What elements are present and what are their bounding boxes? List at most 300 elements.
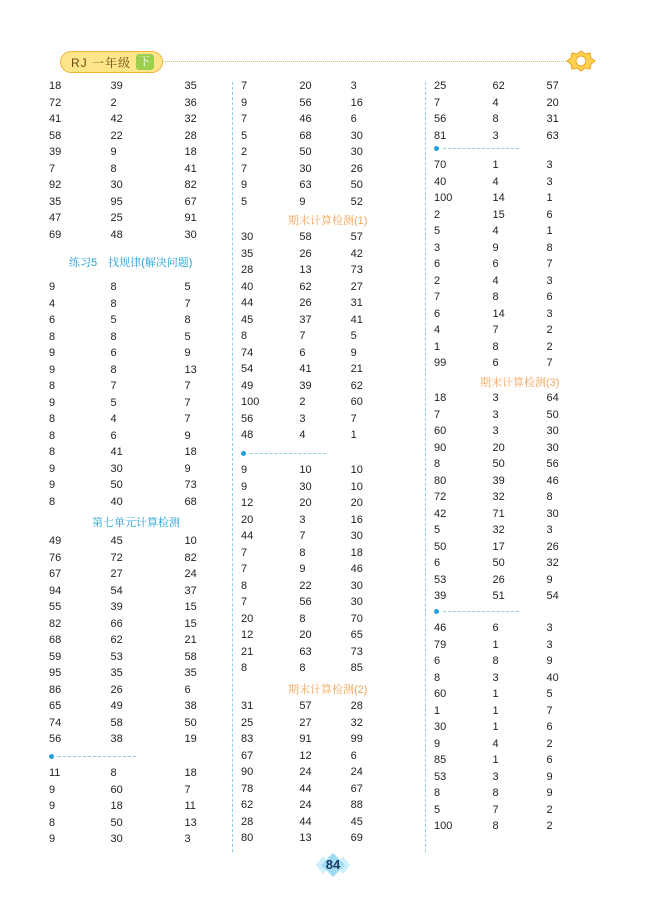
- separator-dash: [443, 611, 519, 612]
- number-cell: 13: [184, 363, 197, 376]
- number-row: [241, 95, 386, 112]
- number-cell: 65: [49, 700, 62, 712]
- number-cell: 95: [110, 195, 123, 208]
- number-row: [49, 682, 219, 699]
- number-row: [241, 748, 386, 765]
- number-cell: 22: [110, 129, 123, 142]
- number-cell: 90: [434, 441, 447, 454]
- number-cell: 3: [299, 412, 306, 425]
- number-cell: 3: [492, 770, 499, 783]
- number-cell: 1: [492, 688, 499, 700]
- number-cell: 7: [241, 162, 248, 175]
- grade-badge-text: RJ 一年级: [71, 55, 132, 70]
- number-row: [241, 427, 386, 444]
- number-cell: 32: [492, 524, 505, 536]
- number-cell: 57: [299, 700, 312, 712]
- number-cell: 5: [546, 688, 553, 700]
- number-row: [241, 229, 386, 246]
- number-cell: 60: [434, 688, 447, 700]
- number-row: [49, 329, 219, 346]
- number-cell: 1: [492, 754, 499, 766]
- number-cell: 36: [184, 96, 197, 109]
- number-cell: 74: [49, 716, 62, 729]
- number-cell: 5: [184, 330, 191, 343]
- number-cell: 6: [434, 557, 441, 569]
- number-row: [434, 440, 582, 457]
- number-cell: 30: [299, 480, 312, 493]
- number-row: [49, 411, 219, 428]
- number-cell: 69: [350, 832, 363, 844]
- number-row: [241, 715, 386, 732]
- number-row: [434, 473, 582, 490]
- number-cell: 15: [184, 617, 197, 630]
- number-row: [434, 390, 582, 407]
- number-cell: 8: [110, 330, 117, 343]
- number-cell: 67: [350, 782, 363, 795]
- number-cell: 4: [492, 274, 499, 287]
- number-cell: 71: [492, 507, 505, 520]
- number-row: [49, 428, 219, 445]
- number-row: [434, 289, 582, 306]
- number-row: [49, 798, 219, 815]
- number-row: [241, 312, 386, 329]
- col1-block4: [49, 765, 219, 848]
- col3-block3: [434, 390, 582, 605]
- number-cell: 62: [350, 379, 363, 392]
- number-cell: 8: [49, 413, 56, 425]
- number-cell: 5: [434, 524, 441, 536]
- number-cell: 16: [350, 96, 363, 109]
- number-cell: 2: [546, 340, 553, 353]
- number-cell: 7: [546, 704, 553, 717]
- number-cell: 9: [49, 479, 56, 491]
- number-row: [241, 394, 386, 411]
- col1-separator: [49, 754, 139, 760]
- number-cell: 26: [299, 297, 312, 309]
- number-cell: 35: [184, 667, 197, 679]
- number-cell: 74: [241, 346, 254, 359]
- page-number: 84: [325, 857, 341, 872]
- separator-dot: [49, 754, 54, 759]
- separator-dot: [241, 451, 246, 456]
- number-cell: 67: [184, 195, 197, 208]
- number-cell: 67: [49, 568, 62, 580]
- number-cell: 7: [241, 596, 248, 608]
- number-cell: 39: [110, 601, 123, 613]
- number-cell: 7: [350, 412, 357, 425]
- column-divider-right: [425, 82, 426, 852]
- number-row: [241, 194, 386, 211]
- number-row: [241, 246, 386, 263]
- number-cell: 6: [492, 357, 499, 369]
- section-title-final-check-3: 期末计算检测(3): [480, 377, 560, 389]
- medal-icon: [566, 50, 596, 72]
- number-cell: 3: [184, 833, 191, 845]
- number-cell: 60: [350, 396, 363, 408]
- number-cell: 6: [110, 429, 117, 442]
- page-number-badge: [310, 852, 356, 878]
- number-row: [49, 378, 219, 395]
- number-cell: 9: [184, 429, 191, 442]
- number-cell: 9: [49, 783, 56, 796]
- number-cell: 1: [434, 704, 441, 717]
- number-cell: 100: [434, 820, 453, 832]
- number-cell: 63: [299, 179, 312, 191]
- number-cell: 7: [434, 291, 441, 303]
- number-row: [49, 533, 219, 550]
- number-cell: 21: [184, 634, 197, 646]
- number-row: [241, 328, 386, 345]
- number-cell: 13: [184, 816, 197, 829]
- number-cell: 35: [110, 667, 123, 679]
- number-cell: 55: [49, 601, 62, 613]
- number-cell: 8: [434, 458, 441, 470]
- number-cell: 62: [299, 280, 312, 293]
- number-cell: 80: [434, 474, 447, 487]
- number-cell: 62: [492, 80, 505, 92]
- number-cell: 4: [110, 413, 117, 425]
- number-cell: 18: [350, 546, 363, 559]
- number-row: [241, 411, 386, 428]
- number-cell: 8: [49, 429, 56, 442]
- number-cell: 27: [350, 280, 363, 293]
- number-row: [241, 279, 386, 296]
- number-cell: 53: [110, 650, 123, 663]
- number-cell: 62: [110, 634, 123, 646]
- number-cell: 1: [492, 638, 499, 651]
- number-cell: 8: [110, 363, 117, 376]
- number-cell: 30: [546, 507, 559, 520]
- number-cell: 44: [299, 815, 312, 828]
- number-cell: 57: [546, 80, 559, 92]
- number-cell: 20: [492, 441, 505, 454]
- number-row: [241, 561, 386, 578]
- number-cell: 73: [350, 645, 363, 658]
- number-cell: 7: [241, 80, 248, 92]
- number-cell: 31: [350, 297, 363, 309]
- number-cell: 7: [299, 330, 306, 342]
- number-cell: 30: [110, 462, 123, 475]
- number-cell: 8: [241, 662, 248, 674]
- number-row: [434, 506, 582, 523]
- number-row: [241, 512, 386, 529]
- number-row: [49, 128, 219, 145]
- number-cell: 56: [49, 733, 62, 745]
- number-cell: 78: [241, 782, 254, 795]
- separator-dash: [250, 453, 326, 454]
- number-cell: 13: [299, 264, 312, 276]
- number-row: [241, 545, 386, 562]
- number-row: [241, 345, 386, 362]
- number-cell: 83: [241, 733, 254, 745]
- number-cell: 30: [241, 231, 254, 243]
- number-cell: 30: [110, 179, 123, 191]
- number-cell: 46: [350, 563, 363, 575]
- number-cell: 85: [434, 754, 447, 766]
- number-cell: 8: [241, 330, 248, 342]
- number-cell: 59: [49, 650, 62, 663]
- number-row: [49, 731, 219, 748]
- number-cell: 35: [49, 195, 62, 208]
- number-cell: 6: [110, 347, 117, 359]
- number-cell: 10: [184, 535, 197, 547]
- number-cell: 27: [110, 568, 123, 580]
- number-cell: 7: [184, 783, 191, 796]
- number-cell: 47: [49, 212, 62, 224]
- number-cell: 30: [434, 721, 447, 733]
- number-row: [49, 583, 219, 600]
- number-cell: 9: [492, 241, 499, 254]
- grade-badge: [60, 51, 163, 73]
- number-row: [49, 616, 219, 633]
- separator-dash: [58, 756, 136, 757]
- number-row: [434, 703, 582, 720]
- number-cell: 8: [492, 291, 499, 303]
- number-row: [434, 785, 582, 802]
- number-cell: 2: [434, 208, 441, 221]
- number-cell: 51: [492, 590, 505, 602]
- number-cell: 54: [546, 590, 559, 602]
- number-cell: 6: [492, 622, 499, 634]
- number-row: [49, 715, 219, 732]
- number-cell: 3: [492, 129, 499, 142]
- number-cell: 40: [110, 495, 123, 508]
- section-title-unit7-check: 第七单元计算检测: [92, 517, 180, 529]
- col1-block3: [49, 533, 219, 748]
- number-cell: 7: [241, 546, 248, 559]
- number-cell: 38: [110, 733, 123, 745]
- number-row: [241, 262, 386, 279]
- number-cell: 44: [241, 530, 254, 542]
- number-cell: 18: [184, 446, 197, 458]
- number-cell: 20: [299, 629, 312, 641]
- number-cell: 25: [110, 212, 123, 224]
- number-cell: 8: [492, 820, 499, 832]
- number-cell: 8: [299, 662, 306, 674]
- number-cell: 73: [184, 479, 197, 491]
- number-row: [49, 177, 219, 194]
- number-row: [434, 670, 582, 687]
- number-cell: 30: [546, 441, 559, 454]
- number-cell: 79: [434, 638, 447, 651]
- number-cell: 24: [299, 766, 312, 778]
- number-cell: 6: [546, 208, 553, 221]
- number-cell: 9: [49, 800, 56, 812]
- number-row: [434, 207, 582, 224]
- number-cell: 2: [546, 737, 553, 750]
- number-row: [434, 240, 582, 257]
- number-row: [49, 279, 219, 296]
- number-row: [241, 128, 386, 145]
- number-cell: 72: [49, 96, 62, 109]
- number-cell: 68: [184, 495, 197, 508]
- number-cell: 8: [299, 612, 306, 625]
- number-row: [434, 620, 582, 637]
- number-cell: 6: [350, 749, 357, 762]
- number-cell: 41: [49, 113, 62, 125]
- number-cell: 1: [492, 704, 499, 717]
- number-cell: 26: [492, 573, 505, 586]
- number-row: [49, 296, 219, 313]
- number-cell: 27: [299, 716, 312, 729]
- number-cell: 56: [241, 412, 254, 425]
- number-cell: 39: [492, 474, 505, 487]
- number-row: [49, 345, 219, 362]
- number-cell: 48: [110, 228, 123, 241]
- number-cell: 39: [434, 590, 447, 602]
- number-cell: 9: [241, 480, 248, 493]
- number-row: [434, 223, 582, 240]
- number-cell: 9: [49, 347, 56, 359]
- number-cell: 25: [241, 716, 254, 729]
- number-cell: 57: [350, 231, 363, 243]
- number-row: [49, 461, 219, 478]
- number-cell: 46: [434, 622, 447, 634]
- number-cell: 7: [241, 113, 248, 125]
- number-row: [434, 407, 582, 424]
- number-cell: 18: [49, 80, 62, 92]
- number-cell: 7: [546, 357, 553, 369]
- number-cell: 9: [49, 462, 56, 475]
- number-row: [434, 423, 582, 440]
- number-cell: 7: [184, 396, 191, 409]
- number-cell: 9: [49, 363, 56, 376]
- section-title-final-check-2: 期末计算检测(2): [288, 684, 368, 696]
- number-cell: 82: [184, 179, 197, 191]
- number-cell: 7: [241, 563, 248, 575]
- number-cell: 41: [299, 363, 312, 375]
- number-cell: 6: [434, 655, 441, 667]
- number-cell: 53: [434, 573, 447, 586]
- number-cell: 3: [299, 513, 306, 526]
- number-row: [49, 395, 219, 412]
- number-cell: 40: [546, 671, 559, 684]
- number-cell: 39: [110, 80, 123, 92]
- number-cell: 50: [492, 458, 505, 470]
- number-cell: 82: [184, 551, 197, 564]
- number-row: [434, 306, 582, 323]
- number-cell: 1: [546, 225, 553, 237]
- number-cell: 9: [546, 655, 553, 667]
- number-cell: 50: [492, 557, 505, 569]
- number-cell: 95: [49, 667, 62, 679]
- number-cell: 81: [434, 129, 447, 142]
- number-cell: 8: [110, 162, 117, 175]
- number-cell: 3: [546, 307, 553, 320]
- number-cell: 7: [184, 413, 191, 425]
- number-cell: 56: [434, 113, 447, 125]
- number-cell: 3: [492, 408, 499, 421]
- number-cell: 8: [492, 340, 499, 353]
- col1-block2: [49, 279, 219, 510]
- separator-dot: [434, 146, 439, 151]
- number-cell: 58: [299, 231, 312, 243]
- number-cell: 8: [49, 495, 56, 508]
- number-cell: 7: [49, 162, 56, 175]
- number-cell: 9: [241, 179, 248, 191]
- number-cell: 1: [492, 159, 499, 171]
- number-row: [241, 764, 386, 781]
- number-cell: 30: [350, 146, 363, 158]
- number-cell: 56: [299, 96, 312, 109]
- number-cell: 15: [184, 601, 197, 613]
- number-row: [434, 456, 582, 473]
- number-cell: 26: [546, 540, 559, 553]
- number-cell: 46: [299, 113, 312, 125]
- number-cell: 8: [49, 446, 56, 458]
- number-cell: 4: [492, 225, 499, 237]
- number-cell: 30: [299, 162, 312, 175]
- number-row: [434, 802, 582, 819]
- number-row: [49, 815, 219, 832]
- number-cell: 1: [546, 192, 553, 204]
- number-cell: 31: [546, 113, 559, 125]
- number-cell: 8: [184, 314, 191, 326]
- number-cell: 38: [184, 700, 197, 712]
- number-row: [434, 719, 582, 736]
- number-cell: 8: [546, 241, 553, 254]
- number-cell: 20: [299, 497, 312, 509]
- number-cell: 2: [110, 96, 117, 109]
- number-cell: 76: [49, 551, 62, 564]
- number-cell: 9: [299, 195, 306, 208]
- number-row: [434, 539, 582, 556]
- number-cell: 50: [299, 146, 312, 158]
- number-cell: 7: [110, 380, 117, 392]
- number-row: [434, 653, 582, 670]
- number-row: [49, 782, 219, 799]
- number-row: [49, 312, 219, 329]
- number-row: [434, 128, 582, 145]
- number-cell: 30: [350, 129, 363, 142]
- number-cell: 100: [434, 192, 453, 204]
- number-cell: 20: [241, 612, 254, 625]
- number-row: [49, 194, 219, 211]
- number-row: [434, 157, 582, 174]
- number-cell: 8: [49, 816, 56, 829]
- number-row: [434, 190, 582, 207]
- number-cell: 70: [434, 159, 447, 171]
- number-row: [241, 295, 386, 312]
- number-cell: 12: [241, 497, 254, 509]
- number-row: [49, 550, 219, 567]
- number-cell: 9: [49, 396, 56, 409]
- number-cell: 24: [299, 799, 312, 811]
- number-cell: 18: [184, 767, 197, 779]
- number-cell: 8: [49, 380, 56, 392]
- number-row: [49, 95, 219, 112]
- number-cell: 56: [299, 596, 312, 608]
- number-row: [434, 111, 582, 128]
- number-cell: 22: [299, 579, 312, 592]
- number-cell: 5: [350, 330, 357, 342]
- col1-block1: [49, 78, 219, 243]
- number-cell: 50: [110, 816, 123, 829]
- separator-dot: [434, 609, 439, 614]
- number-cell: 28: [241, 264, 254, 276]
- number-row: [241, 111, 386, 128]
- number-cell: 3: [434, 241, 441, 254]
- number-cell: 91: [299, 733, 312, 745]
- number-cell: 62: [241, 799, 254, 811]
- number-cell: 6: [492, 258, 499, 270]
- number-cell: 5: [434, 803, 441, 816]
- number-cell: 72: [110, 551, 123, 564]
- number-cell: 7: [492, 803, 499, 816]
- number-cell: 14: [492, 192, 505, 204]
- number-cell: 41: [350, 313, 363, 326]
- number-row: [241, 528, 386, 545]
